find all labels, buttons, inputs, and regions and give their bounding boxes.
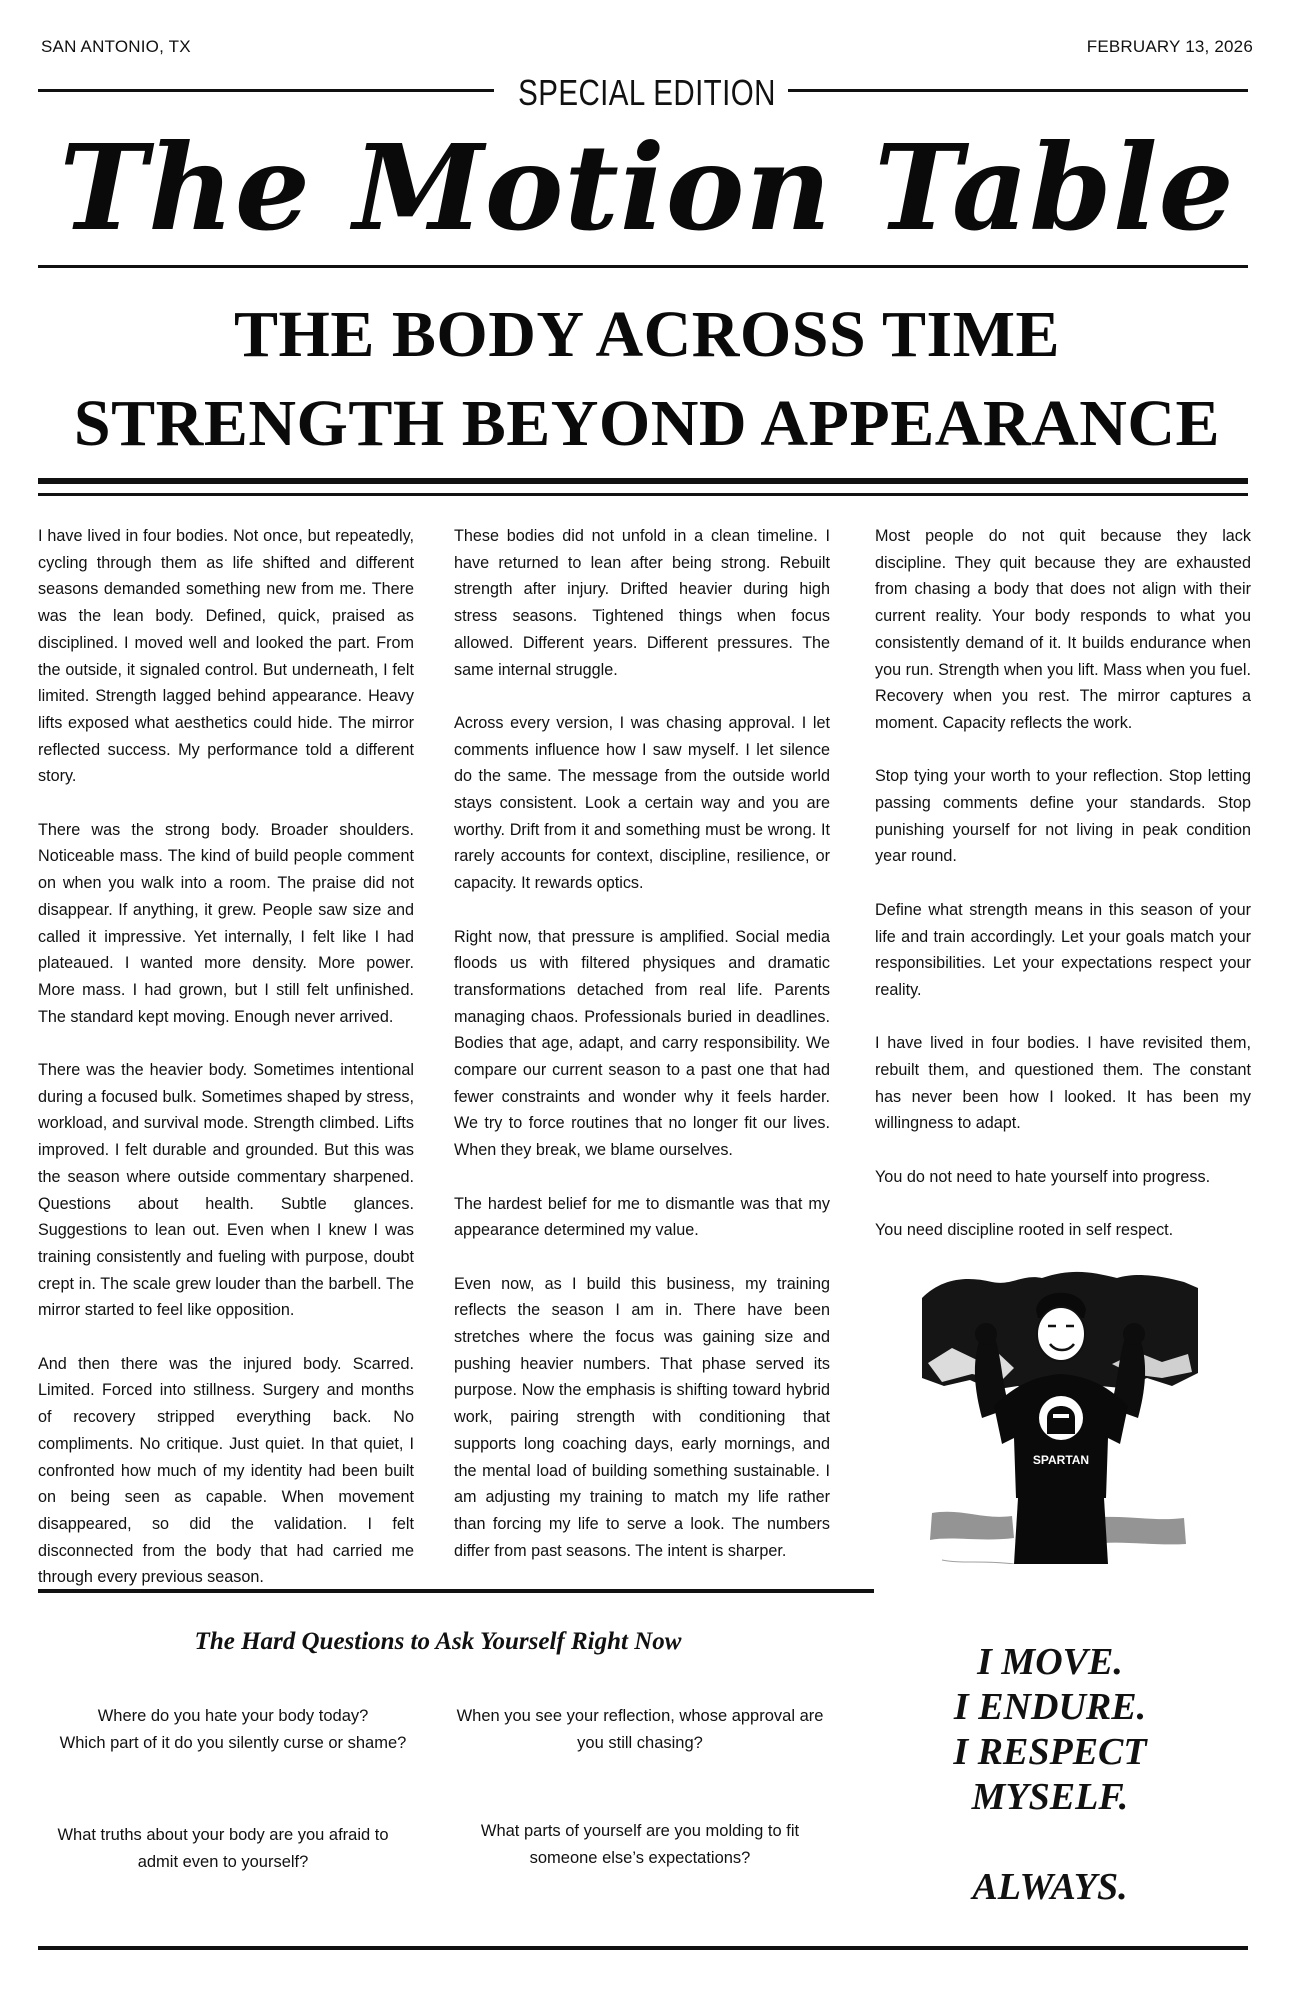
paragraph: Stop tying your worth to your reflection. Stop letting passing comments define your standards. Stop punishing yourself for not living in peak condition year round. xyxy=(875,767,1251,866)
question-1-line-2: Which part of it do you silently curse or shame? xyxy=(59,1734,407,1752)
bottom-rule xyxy=(38,1946,1248,1950)
question-2 xyxy=(455,1703,825,1757)
headline-rule-thin xyxy=(38,493,1248,496)
article-column-2 xyxy=(454,523,830,1564)
headline-line-2: STRENGTH BEYOND APPEARANCE xyxy=(73,387,1221,460)
question-3-line-1: What truths about your body are you afraid to xyxy=(57,1826,389,1844)
question-4-line-1: What parts of yourself are you molding to fit xyxy=(480,1822,800,1840)
mantra-line-3: I RESPECT xyxy=(953,1731,1147,1773)
paragraph: There was the strong body. Broader shoulders. Noticeable mass. The kind of build people comment on when you walk into a room. The praise did not disappear. If anything, it grew. People saw size and called it impressive. Yet internally, I felt like I had plateaued. I wanted more density. More power. More mass. I had grown, but I still felt unfinished. The standard kept moving. Enough never arrived. xyxy=(38,820,414,1026)
masthead-rule xyxy=(38,265,1248,268)
question-4 xyxy=(455,1818,825,1872)
paragraph: You need discipline rooted in self respect. xyxy=(875,1221,1174,1240)
paragraph: These bodies did not unfold in a clean timeline. I have returned to lean after being strong. Rebuilt strength after injury. Drifted heavier during high stress seasons. Tightened things when focus allowed. Different years. Different pressures. The same internal struggle. xyxy=(454,527,830,679)
article-column-1 xyxy=(38,523,414,1591)
dateline-date: FEBRUARY 13, 2026 xyxy=(1086,37,1253,56)
paragraph: The hardest belief for me to dismantle was that my appearance determined my value. xyxy=(454,1194,830,1240)
paragraph: Across every version, I was chasing approval. I let comments influence how I saw myself. I let silence do the same. The message from the outside world stays consistent. Look a certain way and you are worthy. Drift from it and something must be wrong. It rarely accounts for context, discipline, resilience, or capacity. It rewards optics. xyxy=(454,713,830,893)
author-photo xyxy=(922,1268,1198,1564)
dateline-location: SAN ANTONIO, TX xyxy=(41,37,191,56)
shirt-text: SPARTAN xyxy=(1032,1453,1090,1467)
question-2-line-1: When you see your reflection, whose approval are xyxy=(456,1707,824,1725)
mantra-line-4: MYSELF. xyxy=(971,1776,1129,1818)
headline-rule-thick xyxy=(38,478,1248,484)
article-column-3 xyxy=(875,523,1251,1244)
paragraph: Define what strength means in this season of your life and train accordingly. Let your goals match your responsibilities. Let your expectations respect your reality. xyxy=(875,900,1251,999)
question-3-line-2: admit even to yourself? xyxy=(137,1853,309,1871)
paragraph: I have lived in four bodies. Not once, but repeatedly, cycling through them as life shifted and different seasons demanded something new from me. There was the lean body. Defined, quick, praised as disciplined. I moved well and looked the part. From the outside, it signaled control. But underneath, I felt limited. Strength lagged behind appearance. Heavy lifts exposed what aesthetics could hide. The mirror reflected success. My performance told a different story. xyxy=(38,527,414,786)
mantra-line-5: ALWAYS. xyxy=(972,1866,1128,1908)
mantra-line-1: I MOVE. xyxy=(977,1641,1123,1683)
question-3 xyxy=(38,1822,408,1876)
paragraph: And then there was the injured body. Scarred. Limited. Forced into stillness. Surgery and months of recovery stripped everything back. No compliments. No critique. Just quiet. In that quiet, I confronted how much of my identity had been built on being seen as capable. When movement disappeared, so did the validation. I felt disconnected from the body that had carried me through every previous season. xyxy=(38,1354,414,1587)
questions-title: The Hard Questions to Ask Yourself Right Now xyxy=(194,1628,682,1655)
question-4-line-2: someone else’s expectations? xyxy=(529,1849,751,1867)
paragraph: There was the heavier body. Sometimes intentional during a focused bulk. Sometimes shaped by stress, workload, and survival mode. Strength climbed. Lifts improved. I felt durable and grounded. But this was the season where outside commentary sharpened. Questions about health. Subtle glances. Suggestions to lean out. Even when I knew I was training consistently and fueling with purpose, doubt crept in. The scale grew louder than the barbell. The mirror started to feel like opposition. xyxy=(38,1061,414,1320)
paragraph: Right now, that pressure is amplified. Social media floods us with filtered physiques and dramatic transformations detached from real life. Parents managing chaos. Professionals buried in deadlines. Bodies that age, adapt, and carry responsibility. We compare our current season to a past one that had fewer constraints and wonder why it feels harder. We try to force routines that no longer fit our lives. When they break, we blame ourselves. xyxy=(454,927,830,1160)
masthead-title: The Motion Table xyxy=(59,118,1235,257)
paragraph: I have lived in four bodies. I have revisited them, rebuilt them, and questioned them. The constant has never been how I looked. It has been my willingness to adapt. xyxy=(875,1034,1251,1133)
questions-rule xyxy=(38,1589,874,1593)
question-1-line-1: Where do you hate your body today? xyxy=(97,1707,369,1725)
question-1 xyxy=(48,1703,418,1757)
headline-line-1: THE BODY ACROSS TIME xyxy=(233,298,1061,371)
paragraph: You do not need to hate yourself into progress. xyxy=(875,1167,1211,1186)
paragraph: Most people do not quit because they lack discipline. They quit because they are exhausted from chasing a body that does not align with their current reality. Your body responds to what you consistently demand of it. It builds endurance when you run. Strength when you lift. Mass when you fuel. Recovery when you rest. The mirror captures a moment. Capacity reflects the work. xyxy=(875,527,1251,732)
edition-label: SPECIAL EDITION xyxy=(518,72,776,113)
mantra-line-2: I ENDURE. xyxy=(953,1686,1147,1728)
question-2-line-2: you still chasing? xyxy=(577,1734,703,1752)
mantra xyxy=(890,1640,1210,1910)
paragraph: Even now, as I build this business, my training reflects the season I am in. There have been stretches where the focus was gaining size and pushing heavier numbers. That phase served its purpose. Now the emphasis is shifting toward hybrid work, pairing strength with conditioning that supports long coaching days, early mornings, and the mental load of building something sustainable. I am adjusting my training to match my life rather than forcing my life to serve a look. The numbers differ from past seasons. The intent is sharper. xyxy=(454,1274,830,1560)
